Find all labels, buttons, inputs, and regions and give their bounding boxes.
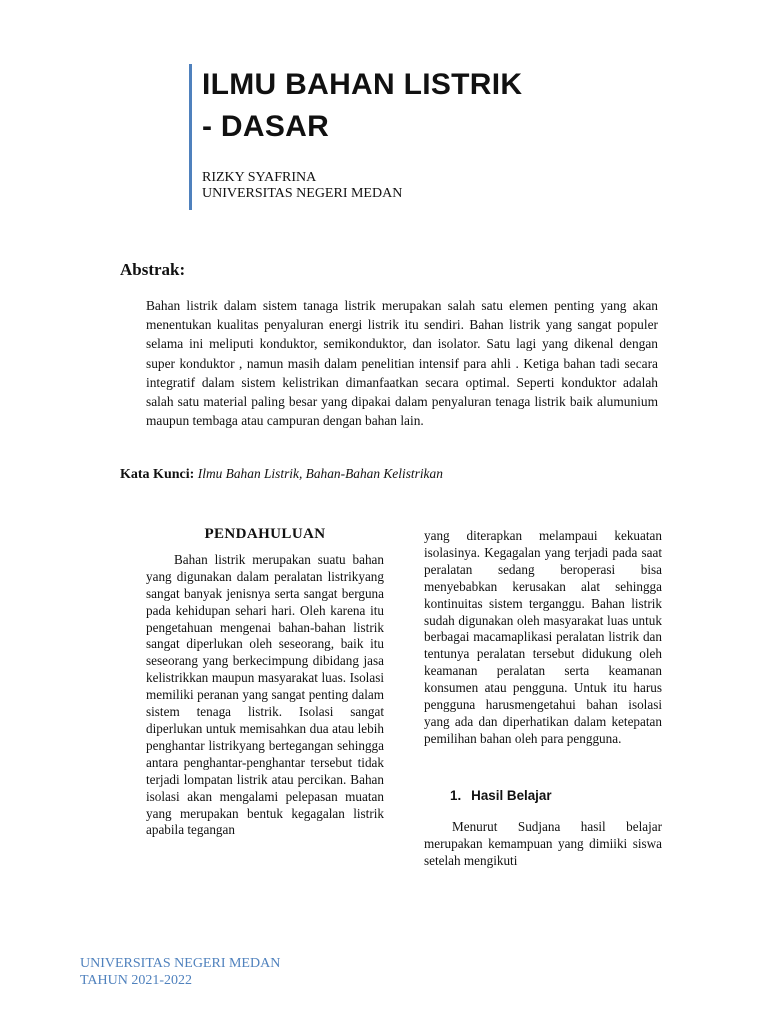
title-line-2: - DASAR — [202, 110, 330, 143]
section-1-number: 1. — [450, 787, 462, 803]
document-title — [202, 64, 629, 148]
keywords-value: Ilmu Bahan Listrik, Bahan-Bahan Kelistrikan — [197, 466, 443, 481]
section-1-paragraph: Menurut Sudjana hasil belajar merupakan kemampuan yang dimiiki siswa setelah mengikuti — [424, 818, 662, 868]
author-name: RIZKY SYAFRINA — [202, 170, 317, 185]
introduction-paragraph-left: Bahan listrik merupakan suatu bahan yang digunakan dalam peralatan listrikyang sangat banyak jenisnya serta sangat berguna pada kehidupan sehari hari. Oleh karena itu pengetahuan mengenai bahan-bahan listrik sangat diperlukan oleh seseorang, baik itu seseorang yang berkecimpung dibidang jasa kelistrikkan maupun masyarakat luas. Isolasi memiliki peranan yang sangat penting dalam sistem tenaga listrik. Isolasi sangat diperlukan untuk memisahkan dua atau lebih penghantar listrikyang bertegangan sehingga antara penghantar-penghantar tersebut tidak terjadi lompatan listrik atau percikan. Bahan isolasi akan mengalami pelepasan muatan yang merupakan bentuk kegagalan listrik apabila tegangan — [146, 551, 384, 838]
title-block — [189, 64, 629, 210]
keywords-label: Kata Kunci: — [120, 467, 195, 482]
introduction-heading: PENDAHULUAN — [204, 526, 326, 542]
section-1-heading — [450, 788, 662, 805]
abstract-heading: Abstrak: — [120, 260, 186, 279]
abstract-body: Bahan listrik dalam sistem tanaga listrik merupakan salah satu elemen penting yang akan menentukan kualitas penyaluran energi listrik itu sendiri. Bahan listrik yang sangat populer selama ini meliputi konduktor, semikonduktor, dan isolator. Satu lagi yang dikenal dengan super konduktor , namun masih dalam penelitian intensif para ahli . Ketiga bahan tadi secara integratif dalam sistem kelistrikan dimanfaatkan secara optimal. Seperti konduktor adalah salah satu material paling besar yang dipakai dalam penyaluran tenaga listrik baik alumunium maupun tembaga atau campuran dengan bahan lain. — [146, 298, 658, 429]
author-block — [202, 170, 629, 202]
introduction-paragraph-right: yang diterapkan melampaui kekuatan isolasinya. Kegagalan yang terjadi pada saat peralatan sedang beroperasi bisa menyebabkan kerusakan alat sehingga kontinuitas sistem terganggu. Bahan listrik sudah digunakan oleh masyarakat luas untuk berbagai macamaplikasi peralatan listrik dan tentunya peralatan tersebut didukung oleh keamanan peralatan serta keamanan konsumen atau pengguna. Untuk itu harus pengguna harusmengetahui bahan isolasi yang ada dan diperhatikan dalam ketepatan pemilihan bahan oleh para pengguna. — [424, 528, 662, 746]
left-column — [146, 526, 384, 839]
keywords — [120, 466, 443, 483]
right-column — [424, 528, 662, 869]
author-affiliation: UNIVERSITAS NEGERI MEDAN — [202, 186, 403, 201]
title-line-1: ILMU BAHAN LISTRIK — [202, 68, 523, 101]
footer — [80, 955, 280, 989]
footer-year: TAHUN 2021-2022 — [80, 973, 193, 988]
footer-university: UNIVERSITAS NEGERI MEDAN — [80, 956, 281, 971]
section-1-title: Hasil Belajar — [471, 787, 552, 803]
